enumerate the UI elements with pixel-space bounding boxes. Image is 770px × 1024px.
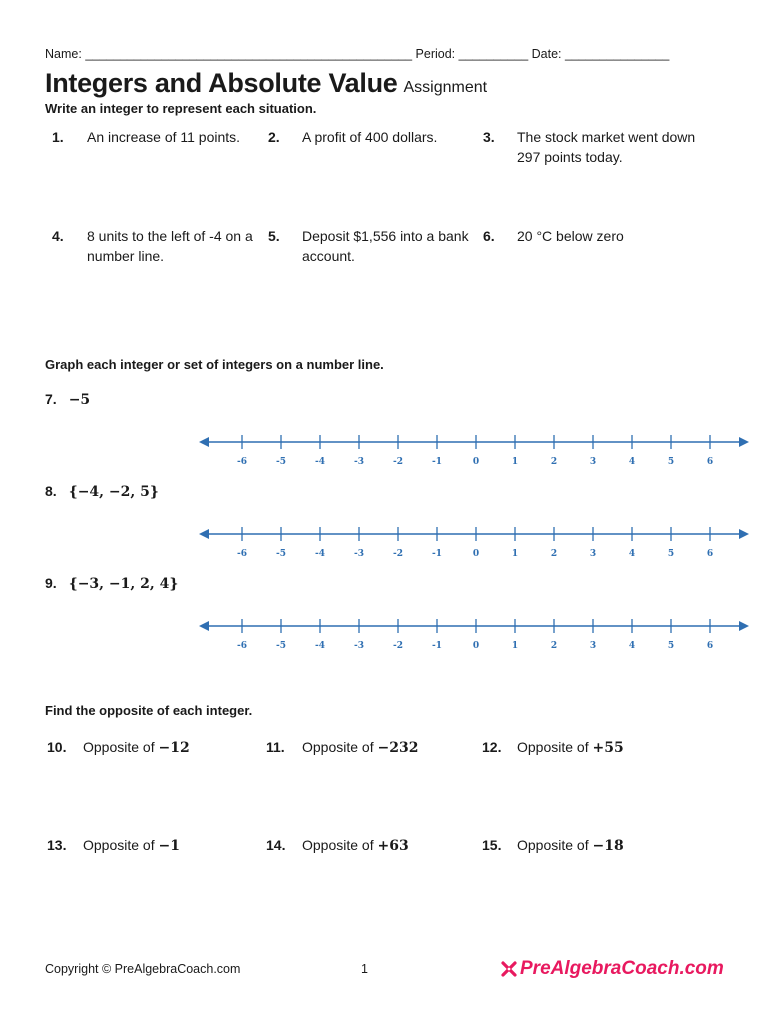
problem-number: 1. xyxy=(52,129,64,145)
tick-label: -4 xyxy=(315,549,325,559)
problem-text: A profit of 400 dollars. xyxy=(302,129,438,145)
opposite-value: +55 xyxy=(592,740,624,756)
opposite-value: −18 xyxy=(592,838,624,854)
number-line-8[interactable] xyxy=(198,520,750,564)
problem-number: 10. xyxy=(47,739,67,755)
student-info-line xyxy=(45,47,669,61)
tick-label: 2 xyxy=(550,457,558,467)
tick-label: 2 xyxy=(550,641,558,651)
tick-label: 6 xyxy=(706,641,714,651)
problem-15 xyxy=(482,835,692,857)
tick-label: 1 xyxy=(511,457,519,467)
left-arrow-icon xyxy=(199,529,209,539)
tick-label: 0 xyxy=(472,457,480,467)
section-heading-write-integer: Write an integer to represent each situation. xyxy=(45,101,317,116)
right-arrow-icon xyxy=(739,529,749,539)
problem-12 xyxy=(482,737,692,759)
tick-label: -4 xyxy=(315,457,325,467)
right-arrow-icon xyxy=(739,437,749,447)
tick-label: 5 xyxy=(667,549,675,559)
tick-label: -5 xyxy=(276,641,286,651)
tick-label: -3 xyxy=(354,457,364,467)
title-sub: Assignment xyxy=(403,79,488,96)
problem-expression: {−3, −1, 2, 4} xyxy=(68,576,179,592)
tick-label: 0 xyxy=(472,641,480,651)
problem-expression: −5 xyxy=(68,392,91,408)
tick-label: -5 xyxy=(276,457,286,467)
tick-label: 3 xyxy=(589,641,597,651)
problem-1 xyxy=(52,127,262,167)
problem-14 xyxy=(266,835,476,857)
opposite-prefix: Opposite of xyxy=(517,739,593,755)
problem-number: 14. xyxy=(266,837,286,853)
date-field[interactable]: _______________ xyxy=(565,47,670,61)
problem-number: 5. xyxy=(268,228,280,244)
problem-number: 4. xyxy=(52,228,64,244)
number-line-7[interactable] xyxy=(198,428,750,472)
tick-label: -2 xyxy=(393,457,403,467)
opposite-prefix: Opposite of xyxy=(83,837,159,853)
date-label: Date: xyxy=(531,47,562,61)
tick-label: 1 xyxy=(511,641,519,651)
tick-label: 3 xyxy=(589,549,597,559)
tick-label: 1 xyxy=(511,549,519,559)
compass-icon xyxy=(500,960,518,978)
section-heading-graph: Graph each integer or set of integers on a number line. xyxy=(45,357,384,372)
opposite-value: −12 xyxy=(158,740,190,756)
opposite-prefix: Opposite of xyxy=(517,837,593,853)
problem-number: 2. xyxy=(268,129,280,145)
right-arrow-icon xyxy=(739,621,749,631)
problem-7 xyxy=(45,391,90,408)
name-field[interactable]: _______________________________________________ xyxy=(85,47,413,61)
opposite-prefix: Opposite of xyxy=(302,739,378,755)
opposite-prefix: Opposite of xyxy=(302,837,378,853)
tick-label: -6 xyxy=(237,549,247,559)
left-arrow-icon xyxy=(199,437,209,447)
problem-number: 3. xyxy=(483,129,495,145)
tick-label: 4 xyxy=(628,549,636,559)
tick-label: -2 xyxy=(393,549,403,559)
tick-label: 5 xyxy=(667,641,675,651)
tick-label: 5 xyxy=(667,457,675,467)
problem-9 xyxy=(45,575,178,592)
problem-10 xyxy=(47,737,257,759)
title-main: Integers and Absolute Value xyxy=(45,68,398,98)
problem-6 xyxy=(483,226,723,266)
opposite-value: −232 xyxy=(377,740,419,756)
problem-5 xyxy=(268,226,478,266)
problem-number: 9. xyxy=(45,575,57,591)
problem-number: 7. xyxy=(45,391,57,407)
period-label: Period: xyxy=(415,47,456,61)
problem-text: The stock market went down 297 points today. xyxy=(517,129,696,165)
tick-label: 4 xyxy=(628,641,636,651)
tick-label: 6 xyxy=(706,457,714,467)
name-label: Name: xyxy=(45,47,82,61)
page-number: 1 xyxy=(361,962,368,976)
tick-label: -6 xyxy=(237,457,247,467)
tick-label: -1 xyxy=(432,549,442,559)
number-line-9[interactable] xyxy=(198,612,750,656)
tick-label: -6 xyxy=(237,641,247,651)
tick-label: 0 xyxy=(472,549,480,559)
problem-2 xyxy=(268,127,478,167)
opposite-value: +63 xyxy=(377,838,409,854)
opposite-value: −1 xyxy=(158,838,180,854)
tick-label: -5 xyxy=(276,549,286,559)
brand-name: PreAlgebraCoach.com xyxy=(520,958,724,979)
problem-4 xyxy=(52,226,267,266)
problem-number: 12. xyxy=(482,739,502,755)
tick-label: -3 xyxy=(354,641,364,651)
tick-label: 4 xyxy=(628,457,636,467)
problem-3 xyxy=(483,127,723,167)
tick-label: 6 xyxy=(706,549,714,559)
problem-number: 13. xyxy=(47,837,67,853)
tick-label: -4 xyxy=(315,641,325,651)
page-title xyxy=(45,68,487,99)
opposite-prefix: Opposite of xyxy=(83,739,159,755)
tick-label: -1 xyxy=(432,641,442,651)
problem-expression: {−4, −2, 5} xyxy=(68,484,159,500)
period-field[interactable]: __________ xyxy=(458,47,529,61)
problem-text: An increase of 11 points. xyxy=(87,129,241,145)
problem-number: 6. xyxy=(483,228,495,244)
copyright-text: Copyright © PreAlgebraCoach.com xyxy=(45,962,241,976)
section-heading-opposite: Find the opposite of each integer. xyxy=(45,703,253,718)
tick-label: -2 xyxy=(393,641,403,651)
tick-label: 2 xyxy=(550,549,558,559)
tick-label: 3 xyxy=(589,457,597,467)
problem-text: 8 units to the left of -4 on a number line. xyxy=(87,228,253,264)
problem-number: 15. xyxy=(482,837,502,853)
problem-number: 11. xyxy=(266,739,285,755)
left-arrow-icon xyxy=(199,621,209,631)
problem-text: Deposit $1,556 into a bank account. xyxy=(302,228,469,264)
problem-text: 20 °C below zero xyxy=(517,228,624,244)
problem-13 xyxy=(47,835,257,857)
problem-8 xyxy=(45,483,159,500)
problem-11 xyxy=(266,737,476,759)
problem-number: 8. xyxy=(45,483,57,499)
tick-label: -1 xyxy=(432,457,442,467)
tick-label: -3 xyxy=(354,549,364,559)
brand-logo xyxy=(500,958,724,982)
